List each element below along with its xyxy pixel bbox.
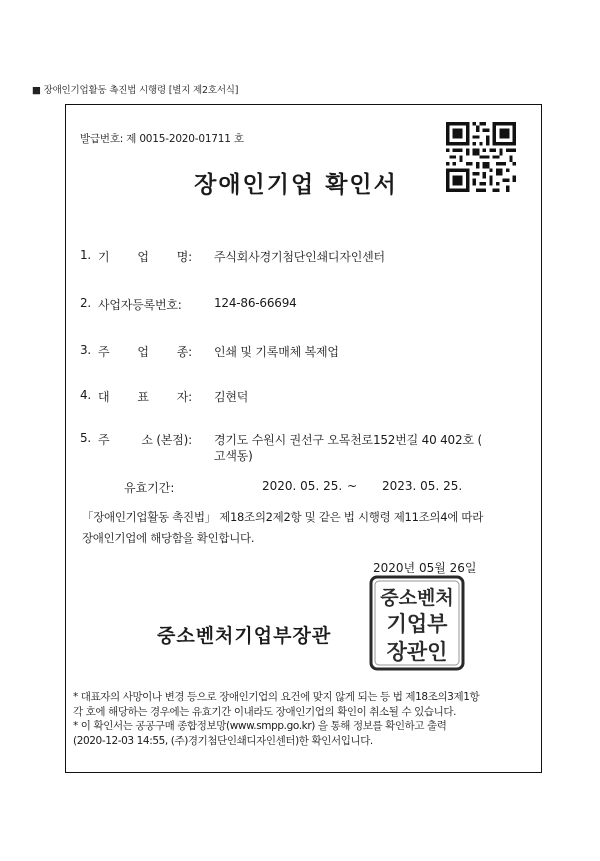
- field-business-number: [80, 296, 297, 313]
- validity-to: 2023. 05. 25.: [382, 479, 463, 493]
- field-label: 기 업 명:: [98, 250, 192, 264]
- field-value: 인쇄 및 기록매체 복제업: [214, 345, 339, 359]
- statement-line: 장애인기업에 해당함을 확인합니다.: [82, 531, 255, 545]
- validity-separator: ~: [347, 479, 358, 493]
- field-number: 1.: [80, 248, 92, 262]
- field-label: 주 업 종:: [98, 345, 192, 359]
- issue-date: 2020년 05월 26일: [373, 561, 477, 575]
- note-line: * 이 확인서는 공공구매 종합정보망(www.smpp.go.kr) 을 통해 정보를 확인하고 출력: [73, 720, 447, 732]
- field-address: [80, 431, 482, 448]
- note-line: * 대표자의 사망이나 변경 등으로 장애인기업의 요건에 맞지 않게 되는 등 법 제18조의3제1항: [73, 691, 480, 703]
- issue-number: 발급번호: 제 0015-2020-01711 호: [80, 133, 244, 145]
- confirmation-statement: [82, 507, 512, 549]
- field-value: 김현덕: [214, 390, 249, 404]
- note-line: (2020-12-03 14:55, (주)경기첨단인쇄디자인센터)한 확인서입니다.: [73, 734, 373, 747]
- seal-line: 기업부: [386, 612, 448, 636]
- field-number: 5.: [80, 431, 92, 445]
- field-company-name: [80, 248, 385, 265]
- field-label: 사업자등록번호:: [98, 298, 182, 312]
- issuing-authority: 중소벤처기업부장관: [157, 625, 332, 647]
- field-number: 2.: [80, 296, 92, 310]
- official-seal-icon: [368, 574, 466, 672]
- field-number: 3.: [80, 343, 92, 357]
- field-representative: [80, 388, 249, 405]
- validity-label: 유효기간:: [124, 481, 175, 495]
- field-value: 124-86-66694: [214, 296, 297, 310]
- form-header-label: ■ 장애인기업활동 촉진법 시행령 [별지 제2호서식]: [32, 85, 239, 96]
- document-title: 장애인기업 확인서: [194, 172, 398, 198]
- seal-line: 중소벤처: [380, 587, 454, 609]
- field-value: 경기도 수원시 권선구 오목천로152번길 40 402호 (: [214, 433, 482, 447]
- validity-from: 2020. 05. 25.: [262, 479, 343, 493]
- field-value: 주식회사경기첨단인쇄디자인센터: [214, 250, 385, 264]
- field-number: 4.: [80, 388, 92, 402]
- field-industry: [80, 343, 339, 360]
- field-value-line2: 고색동): [214, 449, 253, 463]
- statement-line: 「장애인기업활동 촉진법」 제18조의2제2항 및 같은 법 시행령 제11조의4에 따라: [82, 510, 484, 524]
- note-line: 각 호에 해당하는 경우에는 유효기간 이내라도 장애인기업의 확인이 취소될 수 있습니다.: [73, 705, 457, 718]
- field-label: 주 소 (본점):: [98, 433, 192, 447]
- field-label: 대 표 자:: [98, 390, 192, 404]
- seal-line: 장관인: [386, 640, 448, 664]
- qr-code-icon: [446, 122, 516, 192]
- footnotes: [73, 690, 543, 748]
